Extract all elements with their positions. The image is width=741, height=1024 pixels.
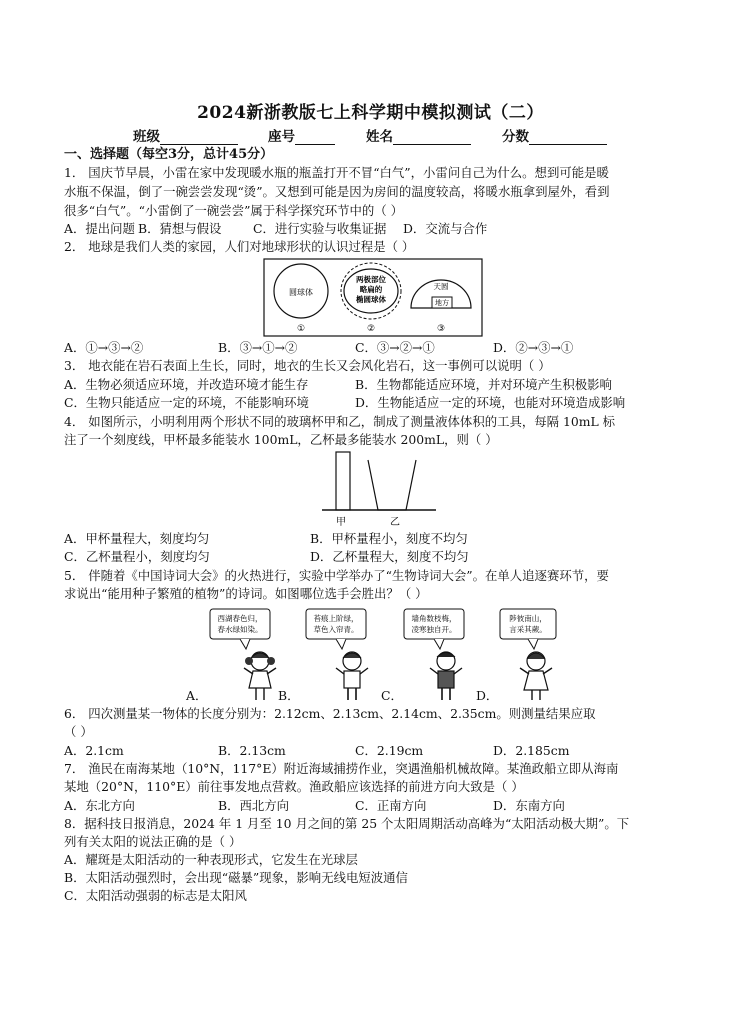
q8-option-b[interactable]: B．太阳活动强烈时，会出现“磁暴”现象，影响无线电短波通信: [64, 870, 408, 885]
cups-figure: [320, 450, 440, 530]
q3-option-d[interactable]: D．生物能适应一定的环境，也能对环境造成影响: [355, 395, 626, 410]
ellipsoid-label-3: 椭圆球体: [356, 295, 386, 304]
q8-line-2: 列有关太阳的说法正确的是（ ）: [64, 834, 242, 849]
q7-option-d[interactable]: D．东南方向: [493, 798, 565, 813]
q3-option-b[interactable]: B．生物都能适应环境，并对环境产生积极影响: [355, 377, 612, 392]
q4-option-b[interactable]: B．甲杯量程小，刻度不均匀: [310, 531, 468, 546]
earth-shape-figure: [263, 258, 483, 338]
q4-line-1: 4． 如图所示，小明利用两个形状不同的玻璃杯甲和乙，制成了测量液体体积的工具，每隔 10mL 标: [64, 414, 616, 429]
square-label: 地方: [435, 299, 449, 307]
q1-option-d[interactable]: D．交流与合作: [403, 221, 488, 236]
label-jia: 甲: [336, 517, 346, 528]
ellipsoid-label-1: 两极部位: [356, 275, 386, 284]
sphere-label: 圆球体: [289, 288, 313, 297]
q3-text: 3． 地衣能在岩石表面上生长，同时，地衣的生长又会风化岩石，这一事例可以说明（ ）: [64, 358, 551, 373]
section-heading: 一、选择题（每空3分，总计45分）: [64, 147, 274, 162]
name-field: [366, 125, 471, 145]
bubble-b-line-2: 草色入帘青。: [313, 625, 359, 634]
contestants-figure: [200, 606, 560, 706]
q2-option-c[interactable]: C．③→②→①: [355, 340, 435, 355]
q2-text: 2． 地球是我们人类的家园，人们对地球形状的认识过程是（ ）: [64, 239, 415, 254]
q5-option-c[interactable]: C．: [381, 688, 403, 703]
q2-option-b[interactable]: B．③→①→②: [218, 340, 298, 355]
q6-line-1: 6． 四次测量某一物体的长度分别为：2.12cm、2.13cm、2.14cm、2.35cm。则测量结果应取: [64, 706, 596, 721]
score-field: [502, 125, 607, 145]
bubble-c-line-1: 墙角数枝梅，: [411, 614, 457, 623]
name-label: 姓名: [366, 129, 393, 145]
q8-option-c[interactable]: C．太阳活动强弱的标志是太阳风: [64, 888, 247, 903]
label-yi: 乙: [390, 517, 400, 528]
q6-option-b[interactable]: B．2.13cm: [218, 743, 286, 758]
q8-line-1: 8．据科技日报消息，2024 年 1 月至 10 月之间的第 25 个太阳周期活动高峰为“太阳活动极大期”。下: [64, 816, 630, 831]
ellipsoid-label-2: 略扁的: [359, 285, 383, 294]
page-title: 2024新浙教版七上科学期中模拟测试（二）: [197, 103, 544, 123]
q4-option-c[interactable]: C．乙杯量程小，刻度均匀: [64, 549, 210, 564]
bubble-d-line-1: 陟彼南山，: [509, 614, 547, 623]
figure-num-3: ③: [436, 324, 446, 334]
bubble-a-line-2: 春水绿如染。: [217, 625, 263, 634]
q5-option-d[interactable]: D．: [476, 688, 499, 703]
q7-line-2: 某地（20°N，110°E）前往事发地点营救。渔政船应该选择的前进方向大致是（ ）: [64, 779, 524, 794]
cup-jia: [336, 452, 350, 510]
class-field: [133, 125, 238, 145]
q6-option-a[interactable]: A．2.1cm: [64, 743, 124, 758]
bubble-c-line-2: 凌寒独自开。: [411, 625, 457, 634]
q8-option-a[interactable]: A．耀斑是太阳活动的一种表现形式，它发生在光球层: [64, 852, 358, 867]
q5-option-a[interactable]: A．: [186, 688, 208, 703]
q1-option-a[interactable]: A．提出问题: [64, 221, 135, 236]
q6-line-2: （ ）: [64, 724, 93, 739]
contestant-c: [404, 609, 464, 700]
contestant-b: [306, 609, 368, 700]
q5-line-1: 5． 伴随着《中国诗词大会》的火热进行，实验中学举办了“生物诗词大会”。在单人追逐赛环节，要: [64, 568, 609, 583]
q1-line-2: 水瓶不保温，倒了一碗尝尝发现“烫”。又想到可能是因为房间的温度较高，将暖水瓶拿到屋外，看到: [64, 184, 610, 199]
q2-option-a[interactable]: A．①→③→②: [64, 340, 144, 355]
q1-option-b[interactable]: B．猜想与假设: [138, 221, 222, 236]
q2-option-d[interactable]: D．②→③→①: [493, 340, 574, 355]
score-label: 分数: [502, 129, 529, 145]
class-label: 班级: [133, 129, 160, 145]
q7-line-1: 7． 渔民在南海某地（10°N，117°E）附近海域捕捞作业，突遇渔船机械故障。某渔政船立即从海南: [64, 761, 619, 776]
contestant-a: [210, 609, 276, 700]
cup-yi: [368, 460, 416, 510]
q4-line-2: 注了一个刻度线，甲杯最多能装水 100mL，乙杯最多能装水 200mL，则（ ）: [64, 432, 498, 447]
bubble-b-line-1: 苔痕上阶绿，: [313, 614, 359, 623]
q1-option-c[interactable]: C．进行实验与收集证据: [253, 221, 387, 236]
q6-option-c[interactable]: C．2.19cm: [355, 743, 424, 758]
bubble-a-line-1: 西湖春色归，: [217, 614, 263, 623]
seat-field: [268, 125, 335, 145]
bubble-d-line-2: 言采其蕨。: [509, 625, 547, 634]
class-blank[interactable]: [160, 131, 238, 145]
q7-option-a[interactable]: A．东北方向: [64, 798, 135, 813]
score-blank[interactable]: [529, 131, 607, 145]
q3-option-c[interactable]: C．生物只能适应一定的环境，不能影响环境: [64, 395, 309, 410]
seat-label: 座号: [268, 129, 295, 145]
q7-option-b[interactable]: B．西北方向: [218, 798, 290, 813]
q1-line-3: 很多“白气”。“小雷倒了一碗尝尝”属于科学探究环节中的（ ）: [64, 203, 404, 218]
name-blank[interactable]: [393, 131, 471, 145]
figure-num-1: ①: [296, 324, 306, 334]
seat-blank[interactable]: [295, 131, 335, 145]
q5-line-2: 求说出“能用种子繁殖的植物”的诗词。如图哪位选手会胜出？（ ）: [64, 586, 428, 601]
dome-label: 天圆: [433, 282, 449, 291]
contestant-d: [500, 609, 556, 700]
q6-option-d[interactable]: D．2.185cm: [493, 743, 570, 758]
q3-option-a[interactable]: A．生物必须适应环境，并改造环境才能生存: [64, 377, 309, 392]
q4-option-d[interactable]: D．乙杯量程大，刻度不均匀: [310, 549, 469, 564]
q1-line-1: 1． 国庆节早晨，小雷在家中发现暖水瓶的瓶盖打开不冒“白气”，小雷问自己为什么。想到可能是暖: [64, 165, 609, 180]
figure-num-2: ②: [366, 324, 376, 334]
q4-option-a[interactable]: A．甲杯量程大，刻度均匀: [64, 531, 210, 546]
q7-option-c[interactable]: C．正南方向: [355, 798, 427, 813]
q5-option-b[interactable]: B．: [278, 688, 300, 703]
